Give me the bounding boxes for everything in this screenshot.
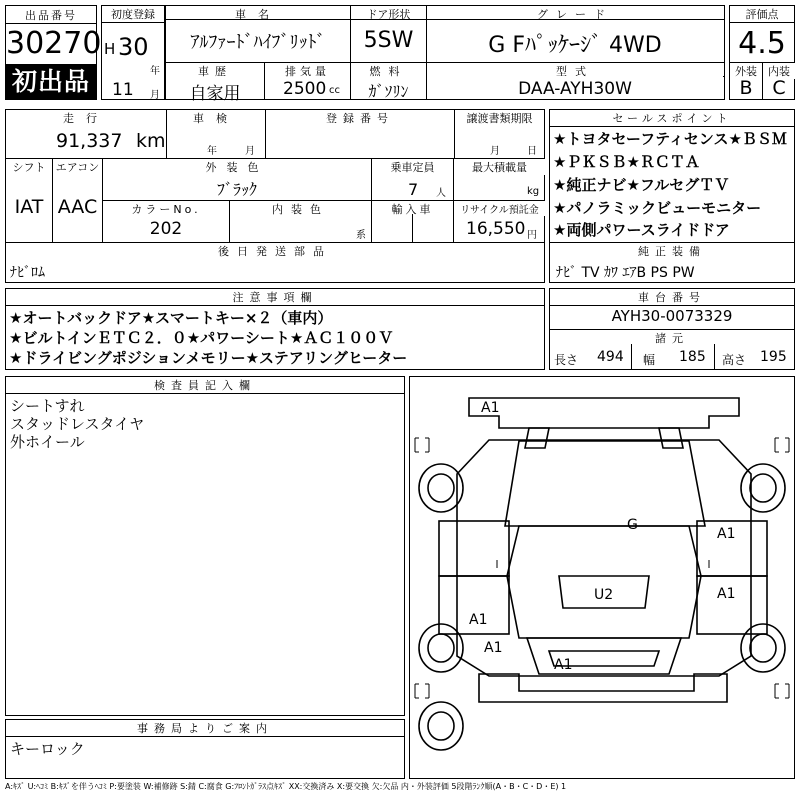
car-diagram bbox=[409, 376, 795, 779]
height-label: 高さ bbox=[722, 353, 747, 367]
grade: G Fﾊﾟｯｹｰｼﾞ 4WD bbox=[488, 33, 662, 58]
exterior-color-label: 外装色 bbox=[103, 159, 371, 175]
exterior-color: ﾌﾞﾗｯｸ bbox=[216, 180, 257, 199]
exterior-grade-label: 外装 bbox=[730, 63, 762, 79]
first-registration-year: 30 bbox=[118, 33, 149, 61]
front-outline bbox=[469, 398, 739, 428]
month-unit: 月 bbox=[150, 90, 160, 101]
inspector-line: スタッドレスタイヤ bbox=[10, 415, 145, 433]
transfer-deadline-label: 譲渡書類期限 bbox=[455, 110, 544, 126]
color-number-label: カラーNo. bbox=[103, 201, 229, 217]
import-car-label: 輸入車 bbox=[372, 201, 453, 217]
capacity: 7 bbox=[408, 180, 419, 199]
length-label: 長さ bbox=[554, 353, 579, 367]
inspector-line: シートすれ bbox=[10, 397, 85, 415]
legend: A:ｷｽﾞ U:ﾍｺﾐ B:ｷｽﾞを伴うﾍｺﾐ P:要塗装 W:補修跡 S:錆 C:腐食 G:ﾌﾛﾝﾄｶﾞﾗｽ点ｷｽﾞ XX:交換済み X:要交換 欠:欠品 内・外装評価 5段階ﾗﾝｸ順(A・B・C・D・E) 1 bbox=[5, 782, 567, 791]
mark-rear: A1 bbox=[554, 657, 573, 673]
recycle-fee-unit: 円 bbox=[527, 230, 537, 241]
rear-outline bbox=[479, 674, 727, 702]
mark-roof: U2 bbox=[594, 587, 614, 603]
left-front-panel bbox=[439, 521, 509, 576]
inspection-month-unit: 月 bbox=[245, 146, 255, 157]
wheel-right-front bbox=[741, 464, 785, 512]
history: 自家用 bbox=[189, 84, 241, 104]
transfer-month-unit: 月 bbox=[490, 146, 500, 157]
fuel: ｶﾞｿﾘﾝ bbox=[368, 82, 409, 101]
roof bbox=[507, 526, 701, 638]
chassis-number: AYH30-0073329 bbox=[611, 307, 733, 325]
sales-point-item: ★パノラミックビューモニター bbox=[553, 199, 762, 217]
mark-hood: G bbox=[627, 517, 638, 533]
transfer-day-unit: 日 bbox=[527, 146, 537, 157]
mark-right-rear-door: A1 bbox=[717, 586, 736, 602]
model: DAA-AYH30W bbox=[518, 79, 632, 99]
displacement-unit: cc bbox=[329, 85, 340, 96]
interior-color-label: 内装色 bbox=[230, 201, 371, 217]
office-label: 事務局よりご案内 bbox=[6, 720, 404, 737]
later-parts: ﾅﾋﾞﾛﾑ bbox=[10, 265, 45, 281]
later-parts-label: 後日発送部品 bbox=[6, 243, 544, 259]
interior-color-unit: 系 bbox=[356, 230, 366, 241]
aircon-label: エアコン bbox=[53, 159, 102, 175]
door-label: ドア形状 bbox=[351, 6, 426, 22]
interior-grade-label: 内装 bbox=[763, 63, 795, 79]
dimensions-label: 諸元 bbox=[550, 330, 794, 346]
displacement-label: 排気量 bbox=[265, 63, 350, 79]
sales-point-item: ★両側パワースライドドア bbox=[553, 221, 730, 239]
mark-front-left: A1 bbox=[481, 400, 500, 416]
recycle-fee-label: リサイクル預託金 bbox=[454, 201, 545, 216]
notes-line: ★ビルトインＥＴＣ２．０★パワーシート★ＡＣ１００Ｖ bbox=[9, 329, 394, 347]
shift-label: シフト bbox=[6, 159, 52, 175]
fuel-label: 燃料 bbox=[351, 63, 426, 79]
equipment-label: 純正装備 bbox=[550, 243, 794, 259]
mileage: 91,337 bbox=[56, 130, 123, 152]
sales-point-item: ★ＰＫＳＢ★ＲＣＴＡ bbox=[553, 153, 700, 171]
sales-points-label: セールスポイント bbox=[550, 110, 794, 127]
lot-number: 30270 bbox=[6, 26, 102, 61]
grade-label: グレード bbox=[427, 6, 723, 22]
recycle-fee: 16,550 bbox=[466, 219, 526, 239]
mark-left-rear-door: A1 bbox=[469, 612, 488, 628]
color-number: 202 bbox=[149, 219, 183, 239]
chassis-label: 車台番号 bbox=[550, 289, 794, 306]
score-label: 評価点 bbox=[730, 6, 794, 23]
first-registration-month: 11 bbox=[112, 80, 134, 100]
max-load-unit: kg bbox=[527, 186, 540, 197]
capacity-unit: 人 bbox=[436, 188, 446, 199]
model-label: 型式 bbox=[427, 63, 723, 79]
first-registration-era: H bbox=[104, 40, 116, 58]
inspection-label: 車検 bbox=[167, 110, 265, 126]
car-name: ｱﾙﾌｧｰﾄﾞﾊｲﾌﾞﾘｯﾄﾞ bbox=[190, 32, 326, 53]
lot-number-label: 出品番号 bbox=[6, 7, 96, 24]
max-load-label: 最大積載量 bbox=[454, 159, 545, 175]
exterior-grade: B bbox=[739, 77, 753, 99]
length: 494 bbox=[597, 349, 624, 365]
sales-point-item: ★トヨタセーフティセンス★ＢＳＭ bbox=[553, 130, 787, 148]
first-listing-badge: 初出品 bbox=[5, 64, 97, 100]
year-unit: 年 bbox=[150, 66, 160, 77]
mileage-unit: km bbox=[136, 130, 166, 152]
capacity-label: 乗車定員 bbox=[372, 159, 453, 175]
height: 195 bbox=[760, 349, 787, 365]
mark-right-front-door: A1 bbox=[717, 526, 736, 542]
first-registration-label: 初度登録 bbox=[102, 6, 164, 23]
door-type: 5SW bbox=[363, 28, 414, 53]
inspector-label: 検査員記入欄 bbox=[6, 377, 404, 394]
sales-point-item: ★純正ナビ★フルセグＴＶ bbox=[553, 176, 730, 194]
width: 185 bbox=[679, 349, 706, 365]
office-note: キーロック bbox=[10, 740, 85, 758]
history-label: 車歴 bbox=[166, 63, 264, 79]
notes-line: ★オートバックドア★スマートキー×２（車内） bbox=[9, 309, 333, 327]
score: 4.5 bbox=[738, 26, 786, 61]
inspector-line: 外ホイール bbox=[10, 433, 85, 451]
mark-left-rear-fender: A1 bbox=[484, 640, 503, 656]
mileage-label: 走行 bbox=[6, 110, 166, 126]
wheel-right-rear bbox=[741, 624, 785, 672]
windshield bbox=[505, 441, 705, 526]
registration-number-label: 登録番号 bbox=[266, 110, 454, 126]
shift: IAT bbox=[14, 196, 44, 218]
width-label: 幅 bbox=[643, 353, 656, 367]
notes-label: 注意事項欄 bbox=[6, 289, 544, 306]
inspection-year-unit: 年 bbox=[207, 146, 217, 157]
aircon: AAC bbox=[57, 196, 98, 218]
notes-line: ★ドライビングポジションメモリー★ステアリングヒーター bbox=[9, 349, 408, 367]
spare-wheel bbox=[419, 702, 463, 750]
equipment: ﾅﾋﾞ TV ｶﾜ ｴｱB PS PW bbox=[556, 265, 695, 281]
interior-grade: C bbox=[772, 77, 786, 99]
displacement: 2500 bbox=[283, 79, 327, 99]
car-name-label: 車名 bbox=[166, 6, 350, 22]
